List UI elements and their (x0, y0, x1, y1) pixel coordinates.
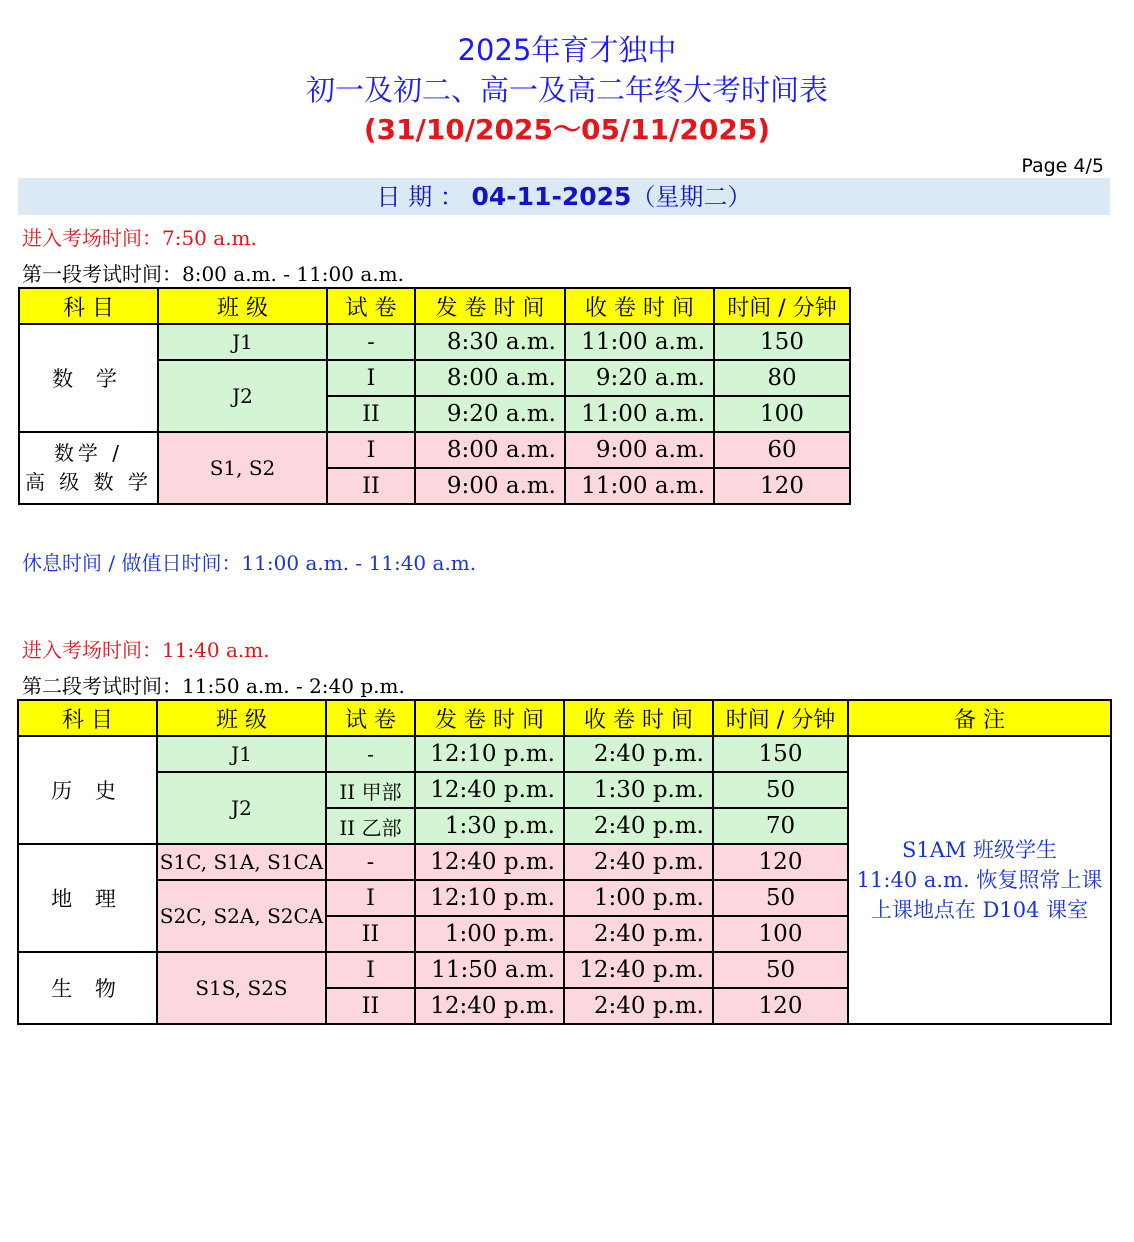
remark-line: S1AM 班级学生 (901, 838, 1058, 862)
title-line-2: 初一及初二、高一及高二年终大考时间表 (305, 73, 828, 107)
header-cell: 科 目 (18, 700, 157, 736)
duration-cell: 120 (714, 468, 850, 504)
remark-cell (848, 736, 1111, 1024)
remark-line: 上课地点在 D104 课室 (870, 898, 1089, 922)
header-cell: 时间 / 分钟 (713, 700, 848, 736)
header-cell: 备 注 (848, 700, 1111, 736)
class-cell: S2C, S2A, S2CA (157, 880, 326, 952)
end-time-cell: 2:40 p.m. (564, 808, 713, 844)
paper-cell: I (326, 952, 415, 988)
header-cell: 时间 / 分钟 (714, 288, 850, 324)
paper-cell: II 乙部 (326, 808, 415, 844)
start-time-cell: 1:30 p.m. (415, 808, 564, 844)
header-cell: 班 级 (158, 288, 327, 324)
end-time-cell: 9:20 a.m. (565, 360, 714, 396)
end-time-cell: 11:00 a.m. (565, 468, 714, 504)
start-time-cell: 8:00 a.m. (415, 360, 565, 396)
table-row (19, 432, 850, 468)
class-cell: S1, S2 (158, 432, 327, 504)
subject-cell: 历 史 (18, 736, 157, 844)
start-time-cell: 12:40 p.m. (415, 988, 564, 1024)
session1-exam-time: 第一段考试时间：8:00 a.m. - 11:00 a.m. (22, 262, 404, 286)
duration-cell: 100 (713, 916, 848, 952)
duration-cell: 50 (713, 952, 848, 988)
date-value: 04-11-2025 (471, 182, 632, 211)
subject-cell (19, 432, 158, 504)
date-bar (18, 178, 1110, 215)
paper-cell: - (326, 844, 415, 880)
header-cell: 收 卷 时 间 (564, 700, 713, 736)
session2-exam-time: 第二段考试时间：11:50 a.m. - 2:40 p.m. (22, 674, 405, 698)
weekday: （星期二） (631, 183, 752, 211)
paper-cell: I (327, 432, 415, 468)
date-label: 日 期 ： (376, 183, 464, 211)
start-time-cell: 8:30 a.m. (415, 324, 565, 360)
paper-cell: II (327, 468, 415, 504)
subject-line: 高 级 数 学 (24, 470, 153, 494)
paper-cell: - (326, 736, 415, 772)
end-time-cell: 11:00 a.m. (565, 324, 714, 360)
start-time-cell: 12:10 p.m. (415, 880, 564, 916)
end-time-cell: 2:40 p.m. (564, 736, 713, 772)
class-cell: S1S, S2S (157, 952, 326, 1024)
table-header-row (18, 700, 1111, 736)
start-time-cell: 12:40 p.m. (415, 772, 564, 808)
paper-cell: I (326, 880, 415, 916)
duration-cell: 150 (713, 736, 848, 772)
end-time-cell: 1:00 p.m. (564, 880, 713, 916)
duration-cell: 120 (713, 844, 848, 880)
header-cell: 班 级 (157, 700, 326, 736)
duration-cell: 100 (714, 396, 850, 432)
duration-cell: 80 (714, 360, 850, 396)
start-time-cell: 8:00 a.m. (415, 432, 565, 468)
date-range: (31/10/2025～05/11/2025) (363, 113, 771, 146)
start-time-cell: 12:10 p.m. (415, 736, 564, 772)
paper-cell: II 甲部 (326, 772, 415, 808)
paper-cell: II (326, 988, 415, 1024)
end-time-cell: 9:00 a.m. (565, 432, 714, 468)
end-time-cell: 1:30 p.m. (564, 772, 713, 808)
header-cell: 科 目 (19, 288, 158, 324)
session1-table (18, 287, 851, 505)
start-time-cell: 9:00 a.m. (415, 468, 565, 504)
paper-cell: I (327, 360, 415, 396)
session1-enter-time: 进入考场时间：7:50 a.m. (22, 226, 257, 250)
duration-cell: 60 (714, 432, 850, 468)
header-cell: 试 卷 (327, 288, 415, 324)
header-cell: 收 卷 时 间 (565, 288, 714, 324)
table-header-row (19, 288, 850, 324)
subject-line: 数学 / (53, 441, 124, 465)
page-number: Page 4/5 (1021, 155, 1104, 177)
duration-cell: 150 (714, 324, 850, 360)
header-cell: 试 卷 (326, 700, 415, 736)
duration-cell: 50 (713, 772, 848, 808)
header-cell: 发 卷 时 间 (415, 700, 564, 736)
paper-cell: II (327, 396, 415, 432)
start-time-cell: 1:00 p.m. (415, 916, 564, 952)
start-time-cell: 11:50 a.m. (415, 952, 564, 988)
header-cell: 发 卷 时 间 (415, 288, 565, 324)
session2-table (17, 699, 1112, 1025)
duration-cell: 120 (713, 988, 848, 1024)
class-cell: J1 (157, 736, 326, 772)
class-cell: J1 (158, 324, 327, 360)
end-time-cell: 11:00 a.m. (565, 396, 714, 432)
break-time: 休息时间 / 做值日时间：11:00 a.m. - 11:40 a.m. (22, 551, 477, 575)
table-row (18, 736, 1111, 772)
class-cell: J2 (158, 360, 327, 432)
paper-cell: - (327, 324, 415, 360)
subject-cell: 生 物 (18, 952, 157, 1024)
start-time-cell: 12:40 p.m. (415, 844, 564, 880)
class-cell: S1C, S1A, S1CA (157, 844, 326, 880)
subject-cell: 数 学 (19, 324, 158, 432)
end-time-cell: 2:40 p.m. (564, 916, 713, 952)
end-time-cell: 12:40 p.m. (564, 952, 713, 988)
table-row (19, 324, 850, 360)
subject-cell: 地 理 (18, 844, 157, 952)
title-line-1: 2025年育才独中 (457, 33, 677, 67)
duration-cell: 50 (713, 880, 848, 916)
paper-cell: II (326, 916, 415, 952)
start-time-cell: 9:20 a.m. (415, 396, 565, 432)
class-cell: J2 (157, 772, 326, 844)
duration-cell: 70 (713, 808, 848, 844)
end-time-cell: 2:40 p.m. (564, 844, 713, 880)
remark-line: 11:40 a.m. 恢复照常上课 (856, 868, 1103, 892)
end-time-cell: 2:40 p.m. (564, 988, 713, 1024)
session2-enter-time: 进入考场时间：11:40 a.m. (22, 638, 270, 662)
